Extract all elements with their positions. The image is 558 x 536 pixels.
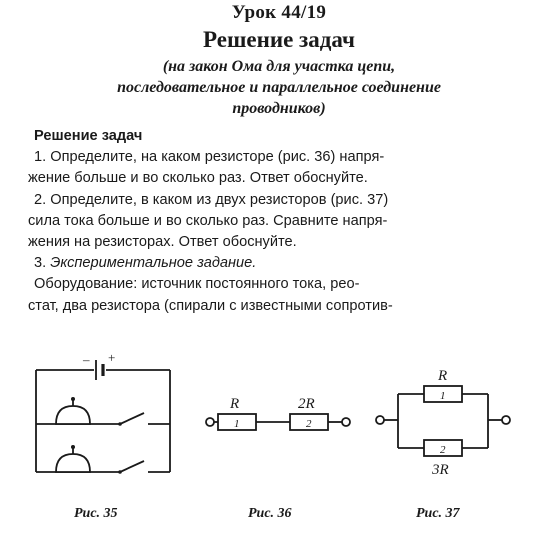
task-line: жение больше и во сколько раз. Ответ обоснуйте. bbox=[28, 170, 368, 187]
task-line: сила тока больше и во сколько раз. Сравните напря- bbox=[28, 212, 388, 229]
equipment-paragraph bbox=[28, 274, 536, 316]
problem-text bbox=[28, 126, 536, 317]
subtitle-line: (на закон Ома для участка цепи, bbox=[162, 58, 396, 75]
resistor-2-number: 2 bbox=[440, 444, 446, 456]
subtitle-line: последовательное и параллельное соединение bbox=[117, 79, 441, 96]
task-line: жения на резисторах. Ответ обоснуйте. bbox=[28, 234, 297, 251]
resistor-2-label: 2R bbox=[298, 396, 315, 412]
figure-35-caption: Рис. 35 bbox=[74, 506, 118, 521]
figure-37-circuit bbox=[372, 340, 542, 500]
figure-35-circuit bbox=[16, 340, 196, 500]
figures-row bbox=[0, 340, 558, 536]
figure-36-caption: Рис. 36 bbox=[248, 506, 292, 521]
lesson-number: Урок 44/19 bbox=[231, 2, 327, 23]
task-2 bbox=[28, 190, 536, 254]
page-title: Решение задач bbox=[203, 27, 355, 52]
task-number: 3. bbox=[34, 255, 47, 272]
resistor-1-label: R bbox=[230, 396, 240, 412]
figure-37-caption: Рис. 37 bbox=[416, 506, 460, 521]
task-number: 1. bbox=[34, 149, 47, 166]
page-subtitle bbox=[20, 56, 538, 119]
resistor-1-label: R bbox=[438, 368, 448, 384]
bell-icon bbox=[56, 445, 90, 472]
equipment-line: стат, два резистора (спирали с известными сопротив- bbox=[28, 297, 393, 314]
task-line: Экспериментальное задание. bbox=[50, 255, 257, 272]
task-3 bbox=[28, 253, 536, 274]
resistor-2-number: 2 bbox=[306, 418, 312, 430]
subtitle-line: проводников) bbox=[232, 100, 326, 117]
section-heading: Решение задач bbox=[34, 128, 143, 144]
figure-36-circuit bbox=[200, 340, 370, 500]
equipment-line: Оборудование: источник постоянного тока, рео- bbox=[34, 276, 360, 293]
task-line: Определите, в каком из двух резисторов (рис. 37) bbox=[50, 191, 389, 208]
battery-minus-sign: – bbox=[83, 352, 90, 367]
task-1 bbox=[28, 147, 536, 189]
task-number: 2. bbox=[34, 191, 47, 208]
bell-icon bbox=[56, 397, 90, 424]
battery-plus-sign: + bbox=[108, 350, 116, 365]
task-line: Определите, на каком резисторе (рис. 36) напря- bbox=[50, 149, 385, 166]
resistor-1-number: 1 bbox=[234, 418, 240, 430]
resistor-2-label: 3R bbox=[432, 462, 449, 478]
resistor-1-number: 1 bbox=[440, 390, 446, 402]
